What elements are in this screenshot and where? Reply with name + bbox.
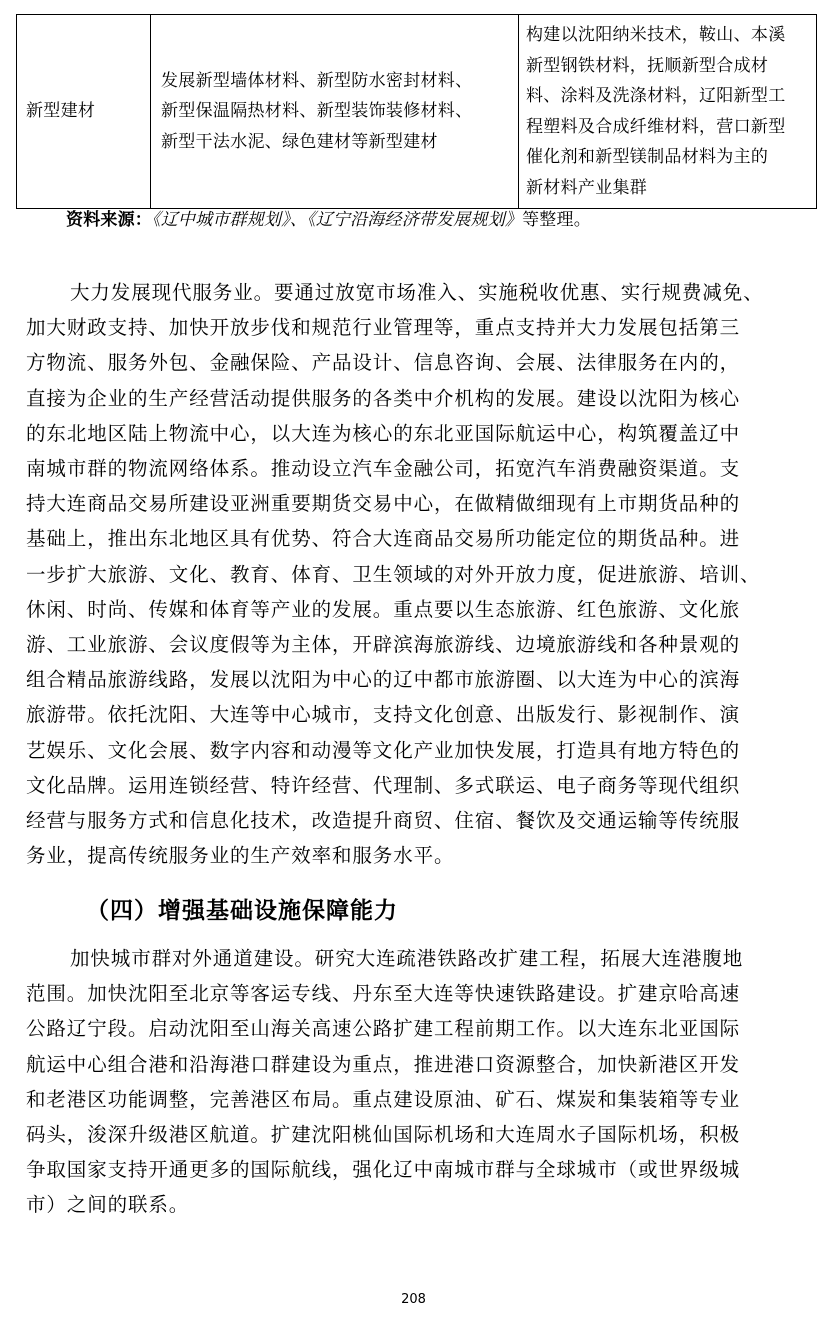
paragraph-line: 文化品牌。运用连锁经营、特许经营、代理制、多式联运、电子商务等现代组织 [26, 773, 741, 797]
paragraph-line: 直接为企业的生产经营活动提供服务的各类中介机构的发展。建设以沈阳为核心 [26, 386, 741, 410]
description-line: 新型干法水泥、绿色建材等新型建材 [161, 131, 438, 152]
paragraph-line: 大力发展现代服务业。要通过放宽市场准入、实施税收优惠、实行规费减免、 [70, 281, 764, 304]
paragraph-line: 持大连商品交易所建设亚洲重要期货交易中心，在做精做细现有上市期货品种的 [26, 492, 741, 516]
cluster-line: 催化剂和新型镁制品材料为主的 [526, 147, 769, 167]
materials-table-fragment [16, 14, 817, 209]
materials-table [16, 14, 817, 209]
cluster-line: 新型钢铁材料，抚顺新型合成材 [526, 55, 769, 76]
paragraph-line: 休闲、时尚、传媒和体育等产业的发展。重点要以生态旅游、红色旅游、文化旅 [26, 597, 741, 621]
category-cell [17, 15, 151, 209]
table-source-note [66, 207, 591, 233]
source-text: 《辽中城市群规划》、《辽宁沿海经济带发展规划》 [152, 210, 523, 230]
cluster-line: 程塑料及合成纤维材料，营口新型 [526, 116, 786, 137]
cluster-line: 料、涂料及洗涤材料，辽阳新型工 [526, 86, 786, 106]
paragraph-line: 和老港区功能调整，完善港区布局。重点建设原油、矿石、煤炭和集装箱等专业 [26, 1087, 741, 1111]
paragraph-line: 艺娱乐、文化会展、数字内容和动漫等文化产业加快发展，打造具有地方特色的 [26, 738, 741, 762]
paragraph-line: 组合精品旅游线路，发展以沈阳为中心的辽中都市旅游圈、以大连为中心的滨海 [26, 668, 741, 692]
paragraph-infrastructure [26, 941, 816, 1223]
paragraph-line: 加大财政支持、加快开放步伐和规范行业管理等，重点支持并大力发展包括第三 [26, 316, 741, 340]
paragraph-line: 一步扩大旅游、文化、教育、体育、卫生领域的对外开放力度，促进旅游、培训、 [26, 562, 761, 586]
paragraph-line: 争取国家支持开通更多的国际航线，强化辽中南城市群与全球城市（或世界级城 [26, 1158, 741, 1182]
paragraph-line: 经营与服务方式和信息化技术，改造提升商贸、住宿、餐饮及交通运输等传统服 [26, 809, 741, 833]
paragraph-line: 旅游带。依托沈阳、大连等中心城市，支持文化创意、出版发行、影视制作、演 [26, 703, 741, 727]
paragraph-line: 的东北地区陆上物流中心，以大连为核心的东北亚国际航运中心，构筑覆盖辽中 [26, 421, 741, 445]
paragraph-modern-services [26, 275, 816, 873]
source-suffix: 等整理。 [522, 210, 591, 230]
paragraph-line: 航运中心组合港和沿海港口群建设为重点，推进港口资源整合，加快新港区开发 [26, 1052, 741, 1076]
paragraph-line: 方物流、服务外包、金融保险、产品设计、信息咨询、会展、法律服务在内的， [26, 351, 741, 375]
page-number: 208 [401, 1292, 426, 1307]
table-row [17, 15, 817, 209]
paragraph-line: 加快城市群对外通道建设。研究大连疏港铁路改扩建工程，拓展大连港腹地 [70, 947, 744, 970]
cluster-line: 新材料产业集群 [526, 177, 648, 198]
paragraph-line: 公路辽宁段。启动沈阳至山海关高速公路扩建工程前期工作。以大连东北亚国际 [26, 1017, 741, 1041]
paragraph-line: 基础上，推出东北地区具有优势、符合大连商品交易所功能定位的期货品种。进 [26, 527, 741, 551]
paragraph-line: 游、工业旅游、会议度假等为主体，开辟滨海旅游线、边境旅游线和各种景观的 [26, 633, 741, 657]
description-line: 新型保温隔热材料、新型装饰装修材料、 [161, 101, 473, 122]
paragraph-line: 市）之间的联系。 [26, 1193, 190, 1217]
paragraph-line: 务业，提高传统服务业的生产效率和服务水平。 [26, 844, 455, 868]
description-line: 发展新型墙体材料、新型防水密封材料、 [161, 70, 473, 91]
industry-cluster-cell [519, 15, 817, 209]
category-text: 新型建材 [26, 101, 96, 122]
description-cell [151, 15, 519, 209]
paragraph-line: 南城市群的物流网络体系。推动设立汽车金融公司，拓宽汽车消费融资渠道。支 [26, 457, 741, 481]
paragraph-line: 范围。加快沈阳至北京等客运专线、丹东至大连等快速铁路建设。扩建京哈高速 [26, 982, 741, 1006]
source-label: 资料来源： [66, 210, 152, 230]
cluster-line: 构建以沈阳纳米技术，鞍山、本溪 [526, 25, 786, 45]
paragraph-line: 码头，浚深升级港区航道。扩建沈阳桃仙国际机场和大连周水子国际机场，积极 [26, 1123, 741, 1147]
section-heading: （四）增强基础设施保障能力 [86, 898, 398, 924]
